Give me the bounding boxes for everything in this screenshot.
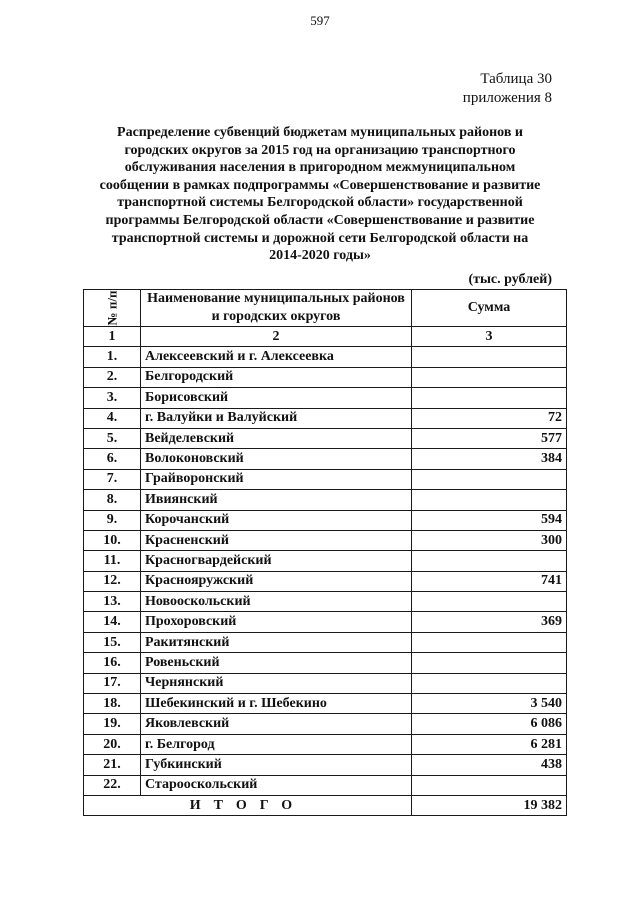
column-index: 2 — [141, 327, 412, 347]
row-number: 11. — [84, 551, 141, 571]
row-sum — [412, 775, 567, 795]
district-name: Ровеньский — [141, 653, 412, 673]
row-number: 19. — [84, 714, 141, 734]
row-sum — [412, 388, 567, 408]
district-name: Красногвардейский — [141, 551, 412, 571]
district-name: Прохоровский — [141, 612, 412, 632]
row-sum: 438 — [412, 755, 567, 775]
row-number: 4. — [84, 408, 141, 428]
district-name: Новооскольский — [141, 592, 412, 612]
row-sum: 369 — [412, 612, 567, 632]
table-row — [84, 347, 567, 367]
table-row — [84, 734, 567, 754]
table-row — [84, 408, 567, 428]
district-name: Грайворонский — [141, 469, 412, 489]
units-label: (тыс. рублей) — [468, 272, 552, 287]
row-sum — [412, 551, 567, 571]
table-row — [84, 551, 567, 571]
district-name: Белгородский — [141, 367, 412, 387]
district-name: Губкинский — [141, 755, 412, 775]
table-row — [84, 469, 567, 489]
row-number: 13. — [84, 592, 141, 612]
row-sum: 6 086 — [412, 714, 567, 734]
column-index: 3 — [412, 327, 567, 347]
row-number: 2. — [84, 367, 141, 387]
district-name: Чернянский — [141, 673, 412, 693]
row-sum — [412, 673, 567, 693]
table-row — [84, 775, 567, 795]
row-sum: 72 — [412, 408, 567, 428]
row-sum: 3 540 — [412, 694, 567, 714]
district-name: г. Валуйки и Валуйский — [141, 408, 412, 428]
subvention-table — [83, 289, 567, 816]
column-header-name: Наименование муниципальных районов и городских округов — [141, 290, 412, 327]
row-sum: 6 281 — [412, 734, 567, 754]
table-row — [84, 592, 567, 612]
row-sum — [412, 592, 567, 612]
district-name: Борисовский — [141, 388, 412, 408]
row-number: 5. — [84, 428, 141, 448]
row-sum: 384 — [412, 449, 567, 469]
district-name: Ракитянский — [141, 632, 412, 652]
row-sum — [412, 367, 567, 387]
row-number: 10. — [84, 530, 141, 550]
column-header-num: № п/п — [84, 290, 141, 327]
total-label: ИТОГО — [84, 795, 412, 815]
document-title: Распределение субвенций бюджетам муниципальных районов и городских округов за 2015 год на организацию транспортного обслуживания населения в пригородном межмуниципальном сообщении в рамках подпрограммы «Совершенствование и развитие транспортной системы Белгородской области» государственной программы Белгородской области «Совершенствование и развитие транспортной системы и дорожной сети Белгородской области на 2014-2020 годы» — [99, 125, 541, 264]
district-name: Яковлевский — [141, 714, 412, 734]
row-sum: 300 — [412, 530, 567, 550]
row-number: 21. — [84, 755, 141, 775]
row-number: 16. — [84, 653, 141, 673]
table-row — [84, 388, 567, 408]
row-number: 8. — [84, 490, 141, 510]
table-row — [84, 714, 567, 734]
district-name: Шебекинский и г. Шебекино — [141, 694, 412, 714]
row-number: 9. — [84, 510, 141, 530]
district-name: Волоконовский — [141, 449, 412, 469]
row-number: 3. — [84, 388, 141, 408]
row-sum: 594 — [412, 510, 567, 530]
district-name: Вейделевский — [141, 428, 412, 448]
table-reference — [463, 70, 552, 108]
table-row — [84, 510, 567, 530]
row-number: 14. — [84, 612, 141, 632]
table-row — [84, 632, 567, 652]
row-number: 6. — [84, 449, 141, 469]
table-row — [84, 694, 567, 714]
district-name: Краснояружский — [141, 571, 412, 591]
district-name: Корочанский — [141, 510, 412, 530]
column-index: 1 — [84, 327, 141, 347]
district-name: Старооскольский — [141, 775, 412, 795]
row-sum — [412, 632, 567, 652]
page-number: 597 — [310, 13, 330, 28]
row-sum — [412, 490, 567, 510]
row-number: 12. — [84, 571, 141, 591]
district-name: Алексеевский и г. Алексеевка — [141, 347, 412, 367]
row-sum — [412, 347, 567, 367]
column-header-sum: Сумма — [412, 290, 567, 327]
row-number: 1. — [84, 347, 141, 367]
table-row — [84, 428, 567, 448]
row-number: 17. — [84, 673, 141, 693]
table-row — [84, 653, 567, 673]
table-row — [84, 612, 567, 632]
row-sum: 741 — [412, 571, 567, 591]
table-row — [84, 571, 567, 591]
row-number: 18. — [84, 694, 141, 714]
row-number: 15. — [84, 632, 141, 652]
total-row — [84, 795, 567, 815]
table-row — [84, 367, 567, 387]
table-number: Таблица 30 — [480, 71, 552, 87]
row-sum — [412, 653, 567, 673]
table-header-row — [84, 290, 567, 327]
row-number: 20. — [84, 734, 141, 754]
table-row — [84, 490, 567, 510]
row-number: 22. — [84, 775, 141, 795]
table-row — [84, 673, 567, 693]
table-row — [84, 530, 567, 550]
row-sum: 577 — [412, 428, 567, 448]
appendix-number: приложения 8 — [462, 90, 552, 106]
row-sum — [412, 469, 567, 489]
district-name: Ивиянский — [141, 490, 412, 510]
total-sum: 19 382 — [412, 795, 567, 815]
row-number: 7. — [84, 469, 141, 489]
district-name: Красненский — [141, 530, 412, 550]
district-name: г. Белгород — [141, 734, 412, 754]
table-row — [84, 449, 567, 469]
column-index-row — [84, 327, 567, 347]
table-row — [84, 755, 567, 775]
